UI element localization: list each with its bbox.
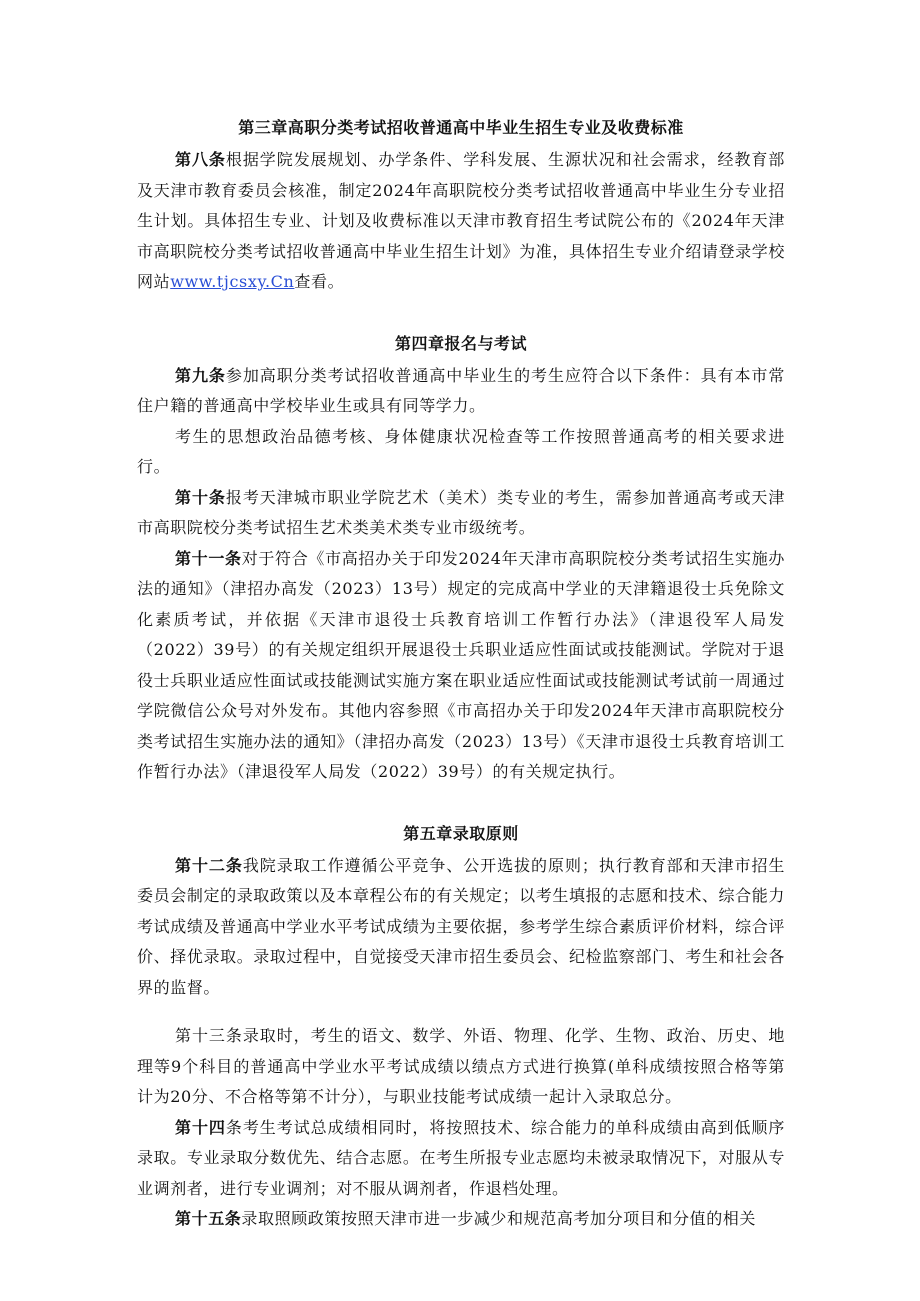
article-8-text: 根据学院发展规划、办学条件、学科发展、生源状况和社会需求，经教育部及天津市教育委员会核准，制定2024年高职院校分类考试招收普通高中毕业生分专业招生计划。具体招生专业、计划及收费标准以天津市教育招生考试院公布的《2024年天津市高职院校分类考试招收普通高中毕业生招生计划》为准，具体招生专业介绍请登录学校网站 bbox=[137, 150, 785, 291]
article-13: 第十三条录取时，考生的语文、数学、外语、物理、化学、生物、政治、历史、地理等9个科目的普通高中学业水平考试成绩以绩点方式进行换算(单科成绩按照合格等第计为20分、不合格等第不计分），与职业技能考试成绩一起计入录取总分。 bbox=[137, 1026, 785, 1106]
chapter-5-title: 第五章录取原则 bbox=[403, 823, 519, 843]
article-10-text: 报考天津城市职业学院艺术（美术）类专业的考生，需参加普通高考或天津市高职院校分类考试招生艺术类美术类专业市级统考。 bbox=[137, 487, 785, 537]
article-9-label: 第九条 bbox=[175, 365, 226, 385]
article-14-label: 第十四 bbox=[175, 1117, 226, 1137]
article-12-text: 我院录取工作遵循公平竞争、公开选拔的原则；执行教育部和天津市招生委员会制定的录取政策以及本章程公布的有关规定；以考生填报的志愿和技术、综合能力考试成绩及普通高中学业水平考试成绩为主要依据，参考学生综合素质评价材料，综合评价、择优录取。录取过程中，自觉接受天津市招生委员会、纪检监察部门、考生和社会各界的监督。 bbox=[137, 855, 786, 997]
article-10 bbox=[137, 483, 785, 544]
article-8-text-end: 查看。 bbox=[294, 272, 345, 291]
document-body bbox=[137, 112, 785, 1235]
article-9-extra: 考生的思想政治品德考核、身体健康状况检查等工作按照普通高考的相关要求进行。 bbox=[137, 426, 785, 476]
article-8-label: 第八条 bbox=[175, 150, 226, 169]
article-8 bbox=[137, 145, 785, 298]
article-9 bbox=[137, 361, 785, 422]
article-14 bbox=[137, 1113, 785, 1205]
article-12 bbox=[137, 851, 785, 1004]
chapter-4-title: 第四章报名与考试 bbox=[394, 333, 527, 353]
article-10-label: 第十条 bbox=[175, 487, 226, 507]
article-11-text: 对于符合《市高招办关于印发2024年天津市高职院校分类考试招生实施办法的通知》（津招办高发（2023）13号）规定的完成高中学业的天津籍退役士兵免除文化素质考试，并依据《天津市退役士兵教育培训工作暂行办法》（津退役军人局发（2022）39号）的有关规定组织开展退役士兵职业适应性面试或技能测试。学院对于退役士兵职业适应性面试或技能测试实施方案在职业适应性面试或技能测试考试前一周通过学院微信公众号对外发布。其他内容参照《市高招办关于印发2024年天津市高职院校分类考试招生实施办法的通知》（津招办高发（2023）13号）《天津市退役士兵教育培训工作暂行办法》（津退役军人局发（2022）39号）的有关规定执行。 bbox=[137, 548, 786, 781]
article-12-label: 第十二条 bbox=[175, 855, 243, 875]
article-9-text: 参加高职分类考试招收普通高中毕业生的考生应符合以下条件：具有本市常住户籍的普通高中学校毕业生或具有同等学力。 bbox=[137, 365, 785, 415]
article-14-text: 条考生考试总成绩相同时，将按照技术、综合能力的单科成绩由高到低顺序录取。专业录取分数优先、结合志愿。在考生所报专业志愿均未被录取情况下，对服从专业调剂者，进行专业调剂；对不服从调剂者，作退档处理。 bbox=[137, 1117, 785, 1198]
article-11 bbox=[137, 544, 785, 788]
chapter-3-title: 第三章高职分类考试招收普通高中毕业生招生专业及收费标准 bbox=[238, 118, 684, 137]
article-15-label: 第十五条 bbox=[175, 1209, 242, 1228]
article-15-text: 录取照顾政策按照天津市进一步减少和规范高考加分项目和分值的相关 bbox=[241, 1209, 757, 1228]
school-website-link[interactable]: www.tjcsxy.Cn bbox=[170, 272, 295, 291]
article-15 bbox=[137, 1204, 785, 1235]
article-11-label: 第十一条 bbox=[175, 548, 242, 568]
